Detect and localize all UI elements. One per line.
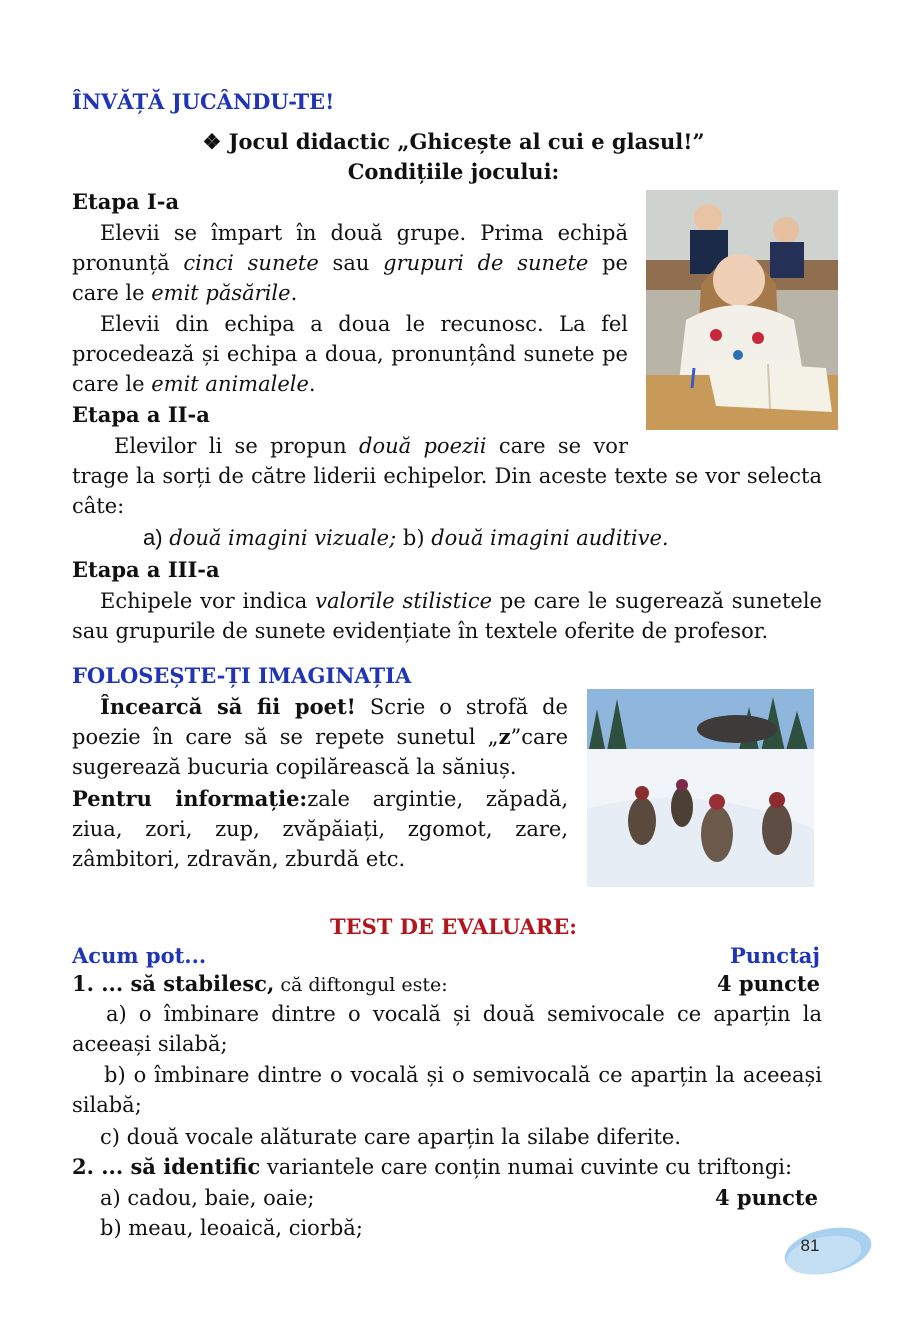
question2-points: 4 puncte: [715, 1185, 818, 1210]
stage2-items: [143, 523, 669, 553]
stage2-paragraph1: [72, 431, 628, 461]
bold-run: z: [498, 724, 511, 749]
item-a-marker: a): [143, 525, 163, 550]
text-run: care se vor: [486, 434, 628, 458]
text-run: Scrie o strofă de poezie în care să se repete sunetul „: [72, 695, 568, 749]
question2-option-b: b) meau, leoaică, ciorbă;: [100, 1216, 363, 1240]
item-b-text: două imagini auditive.: [431, 526, 669, 550]
question2-line: [72, 1152, 792, 1182]
stage1-title: Etapa I-a: [72, 189, 180, 214]
text-run: .: [308, 372, 316, 396]
italic-run: cinci sunete: [183, 251, 319, 275]
text-run: pe care le: [72, 251, 628, 305]
question2-option-a: a) cadou, baie, oaie;: [100, 1186, 315, 1210]
page-number-badge: [780, 1225, 872, 1279]
item-b-marker: b): [396, 526, 432, 550]
question1-option-a: a) o îmbinare dintre o vocală și două semivocale ce aparțin la aceeași silabă;: [72, 1002, 822, 1056]
conditions-title: Condițiile jocului:: [347, 159, 560, 184]
stage1-paragraph2: [72, 309, 628, 399]
stage1-paragraph1: [72, 218, 628, 308]
test-title: TEST DE EVALUARE:: [329, 914, 578, 939]
question2-text: variantele care conțin numai cuvinte cu triftongi:: [260, 1155, 793, 1179]
stage3-paragraph: [72, 586, 822, 646]
game-title: [0, 127, 907, 157]
text-run: zale argintie, zăpadă, ziua, zori, zup, zvăpăiați, zgomot, zare, zâmbitori, zdravăn, zburdă etc.: [72, 787, 569, 871]
page-number: 81: [800, 1236, 820, 1255]
imagination-paragraph1: [72, 692, 568, 782]
text-run: Elevilor li se propun: [114, 434, 360, 458]
question1-option-c: c) două vocale alăturate care aparțin la silabe diferite.: [100, 1125, 682, 1149]
diamond-bullet-icon: ❖: [202, 129, 222, 154]
text-run: sau: [318, 251, 384, 275]
text-run: Elevii din echipa a doua le recunosc. La fel procedează și echipa a doua, pronunțând sunete pe care le: [72, 312, 628, 396]
text-run: .: [290, 281, 298, 305]
winter-sledding-photo: [587, 689, 814, 887]
italic-run: grupuri de sunete: [383, 251, 589, 275]
question1-lead: 1. ... să stabilesc,: [72, 971, 275, 996]
column-points: Punctaj: [729, 943, 820, 968]
text-run: pe care le sugerează sunetele sau grupurile de sunete evidențiate în textele oferite de profesor.: [72, 589, 822, 643]
question1-line: [72, 969, 448, 1000]
classroom-photo: [646, 190, 838, 430]
imagination-paragraph2: [72, 784, 568, 874]
section-heading-imagination: FOLOSEȘTE-ȚI IMAGINAȚIA: [72, 663, 412, 688]
question1-text: că diftongul este:: [274, 974, 448, 996]
game-title-text: Jocul didactic „Ghicește al cui e glasul!”: [228, 129, 705, 154]
section-heading-learn-playing: ÎNVĂȚĂ JUCÂNDU-TE!: [72, 89, 335, 114]
bold-run: Pentru informație:: [72, 786, 308, 811]
text-run: Echipele vor indica: [100, 589, 316, 613]
italic-run: emit animalele: [151, 372, 309, 396]
classroom-photo-illustration: [646, 190, 838, 430]
bold-run: Încearcă să fii poet!: [100, 694, 356, 719]
italic-run: emit păsările: [151, 281, 291, 305]
stage2-title: Etapa a II-a: [72, 402, 210, 427]
stage2-paragraph2: trage la sorți de către liderii echipelor. Din aceste texte se vor selecta câte:: [72, 464, 822, 518]
italic-run: două poezii: [359, 434, 487, 458]
winter-photo-illustration: [587, 689, 814, 887]
italic-run: valorile stilistice: [315, 589, 493, 613]
column-can-now: Acum pot...: [72, 943, 207, 968]
text-run: Elevii se împart în două grupe. Prima echipă pronunță: [72, 221, 628, 275]
item-a-text: două imagini vizuale;: [169, 526, 397, 550]
question1-points: 4 puncte: [717, 971, 820, 996]
question2-lead: 2. ... să identific: [72, 1154, 261, 1179]
text-run: ”care sugerează bucuria copilărească la săniuș.: [72, 725, 568, 779]
question1-option-b: b) o îmbinare dintre o vocală și o semivocală ce aparțin la aceeași silabă;: [72, 1063, 822, 1117]
stage3-title: Etapa a III-a: [72, 557, 220, 582]
